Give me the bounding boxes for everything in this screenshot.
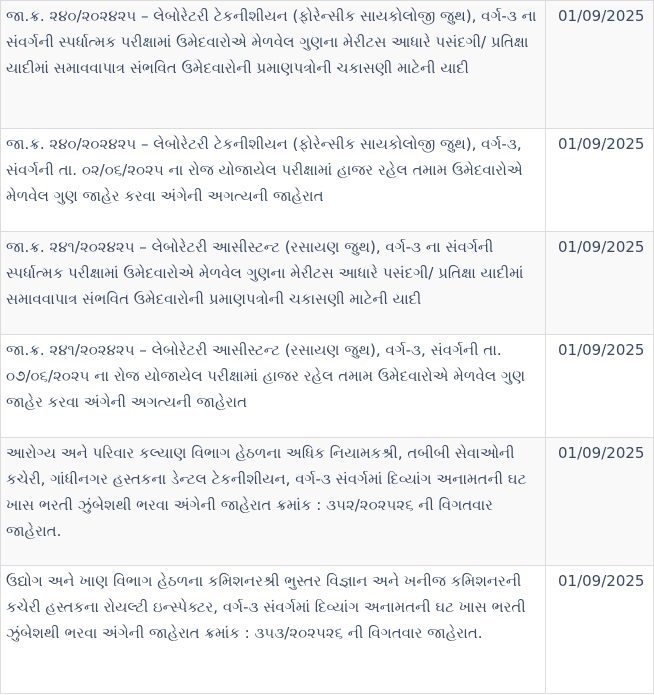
table-row [1,129,654,232]
notice-link[interactable]: ઉદ્યોગ અને ખાણ વિભાગ હેઠળના કમિશનરશ્રી ભુસ્તર વિજ્ઞાન અને ખનીજ કમિશનરની કચેરી હસ્તકના રોયલ્ટી ઇન્સ્પેક્ટર, વર્ગ-૩ સંવર્ગમાં દિવ્યાંગ અનામતની ઘટ ખાસ ભરતી ઝુંબેશથી ભરવા અંગેની જાહેરાત ક્રમાંક : ૩૫૩/૨૦૨૫૨૬ ની વિગતવાર જાહેરાત. [6,572,526,642]
notice-link[interactable]: જા.ક્ર. ૨૪૦/૨૦૨૪૨૫ – લેબોરેટરી ટેકનીશીયન (ફોરેન્સીક સાયકોલોજી જુથ), વર્ગ-૩ ના સંવર્ગની સ્પર્ધાત્મક પરીક્ષામાં ઉમેદવારોએ મેળવેલ ગુણના મેરીટસ આધારે પસંદગી/ પ્રતિક્ષા યાદીમાં સમાવવાપાત્ર સંભવિત ઉમેદવારોની પ્રમાણપત્રોની ચકાસણી માટેની યાદી [6,7,537,77]
notice-cell [1,566,546,694]
notice-cell [1,335,546,438]
notice-date: 01/09/2025 [546,1,654,129]
table-row [1,438,654,566]
notice-cell [1,438,546,566]
table-row [1,566,654,694]
notice-link[interactable]: જા.ક્ર. ૨૪૧/૨૦૨૪૨૫ – લેબોરેટરી આસીસ્ટન્ટ (રસાયણ જુથ), વર્ગ-૩ ના સંવર્ગની સ્પર્ધાત્મક પરીક્ષામાં ઉમેદવારોએ મેળવેલ ગુણના મેરીટસ આધારે પસંદગી/ પ્રતિક્ષા યાદીમાં સમાવવાપાત્ર સંભવિત ઉમેદવારોની પ્રમાણપત્રોની ચકાસણી માટેની યાદી [6,238,524,308]
notice-link[interactable]: આરોગ્ય અને પરિવાર કલ્યાણ વિભાગ હેઠળના અધિક નિયામકશ્રી, તબીબી સેવાઓની કચેરી, ગાંધીનગર હસ્તકના ડેન્ટલ ટેકનીશીયન, વર્ગ-૩ સંવર્ગમાં દિવ્યાંગ અનામતની ઘટ ખાસ ભરતી ઝુંબેશથી ભરવા અંગેની જાહેરાત ક્રમાંક : ૩૫૨/૨૦૨૫૨૬ ની વિગતવાર જાહેરાત. [6,444,527,540]
table-row [1,1,654,129]
notice-link[interactable]: જા.ક્ર. ૨૪૦/૨૦૨૪૨૫ – લેબોરેટરી ટેકનીશીયન (ફોરેન્સીક સાયકોલોજી જુથ), વર્ગ-૩, સંવર્ગની તા. ૦૨/૦૬/૨૦૨૫ ના રોજ યોજાયેલ પરીક્ષામાં હાજર રહેલ તમામ ઉમેદવારોએ મેળવેલ ગુણ જાહેર કરવા અંગેની અગત્યની જાહેરાત [6,135,523,205]
notice-date: 01/09/2025 [546,232,654,335]
notice-date: 01/09/2025 [546,335,654,438]
notice-cell [1,129,546,232]
notice-cell [1,232,546,335]
table-row [1,335,654,438]
notice-date: 01/09/2025 [546,566,654,694]
notice-link[interactable]: જા.ક્ર. ૨૪૧/૨૦૨૪૨૫ – લેબોરેટરી આસીસ્ટન્ટ (રસાયણ જુથ), વર્ગ-૩, સંવર્ગની તા. ૦૭/૦૬/૨૦૨૫ ના રોજ યોજાયેલ પરીક્ષામાં હાજર રહેલ તમામ ઉમેદવારોએ મેળવેલ ગુણ જાહેર કરવા અંગેની અગત્યની જાહેરાત [6,341,526,411]
table-row [1,232,654,335]
notice-date: 01/09/2025 [546,129,654,232]
notice-cell [1,1,546,129]
notice-date: 01/09/2025 [546,438,654,566]
